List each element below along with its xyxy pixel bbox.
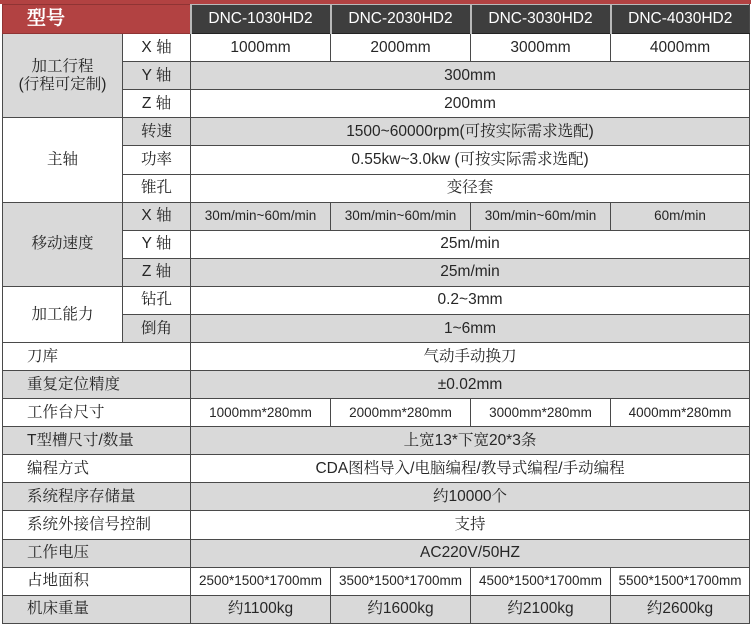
travel-x-value-4: 4000mm [611, 34, 750, 62]
travel-group-label [3, 34, 123, 118]
machine-weight-value-4: 约2600kg [611, 595, 750, 623]
spindle-group-label: 主轴 [3, 118, 123, 202]
travel-label-line2: (行程可定制) [18, 75, 107, 93]
speed-z-label: Z 轴 [123, 258, 191, 286]
travel-y-value: 300mm [191, 62, 750, 90]
capacity-chamfer-label: 倒角 [123, 314, 191, 342]
footprint-value-1: 2500*1500*1700mm [191, 567, 331, 595]
program-storage-row [3, 483, 750, 511]
travel-x-label: X 轴 [123, 34, 191, 62]
programming-row [3, 455, 750, 483]
tool-magazine-label: 刀库 [3, 342, 191, 370]
capacity-drill-value: 0.2~3mm [191, 286, 750, 314]
external-signal-label: 系统外接信号控制 [3, 511, 191, 539]
program-storage-value: 约10000个 [191, 483, 750, 511]
external-signal-value: 支持 [191, 511, 750, 539]
spec-table [2, 4, 750, 624]
travel-x-value-3: 3000mm [471, 34, 611, 62]
speed-x-value-4: 60m/min [611, 202, 750, 230]
capacity-drill-label: 钻孔 [123, 286, 191, 314]
spindle-taper-label: 锥孔 [123, 174, 191, 202]
travel-z-value: 200mm [191, 90, 750, 118]
programming-value: CDA图档导入/电脑编程/教导式编程/手动编程 [191, 455, 750, 483]
capacity-drill-row [3, 286, 750, 314]
worktable-value-1: 1000mm*280mm [191, 399, 331, 427]
spindle-taper-value: 变径套 [191, 174, 750, 202]
spindle-speed-value: 1500~60000rpm(可按实际需求选配) [191, 118, 750, 146]
speed-x-label: X 轴 [123, 202, 191, 230]
footprint-label: 占地面积 [3, 567, 191, 595]
spindle-speed-row [3, 118, 750, 146]
repeat-accuracy-row [3, 371, 750, 399]
tool-magazine-row [3, 342, 750, 370]
footprint-value-3: 4500*1500*1700mm [471, 567, 611, 595]
programming-label: 编程方式 [3, 455, 191, 483]
external-signal-row [3, 511, 750, 539]
footprint-row [3, 567, 750, 595]
capacity-group-label: 加工能力 [3, 286, 123, 342]
travel-x-value-1: 1000mm [191, 34, 331, 62]
repeat-accuracy-value: ±0.02mm [191, 371, 750, 399]
travel-x-row [3, 34, 750, 62]
t-slot-row [3, 427, 750, 455]
speed-y-label: Y 轴 [123, 230, 191, 258]
spindle-power-label: 功率 [123, 146, 191, 174]
speed-z-value: 25m/min [191, 258, 750, 286]
tool-magazine-value: 气动手动换刀 [191, 342, 750, 370]
footprint-value-4: 5500*1500*1700mm [611, 567, 750, 595]
travel-label-line1: 加工行程 [31, 57, 94, 75]
worktable-value-4: 4000mm*280mm [611, 399, 750, 427]
worktable-value-3: 3000mm*280mm [471, 399, 611, 427]
spindle-power-value: 0.55kw~3.0kw (可按实际需求选配) [191, 146, 750, 174]
machine-weight-value-3: 约2100kg [471, 595, 611, 623]
machine-weight-label: 机床重量 [3, 595, 191, 623]
speed-x-value-3: 30m/min~60m/min [471, 202, 611, 230]
machine-weight-value-2: 约1600kg [331, 595, 471, 623]
speed-x-row [3, 202, 750, 230]
t-slot-value: 上宽13*下宽20*3条 [191, 427, 750, 455]
travel-x-value-2: 2000mm [331, 34, 471, 62]
worktable-value-2: 2000mm*280mm [331, 399, 471, 427]
t-slot-label: T型槽尺寸/数量 [3, 427, 191, 455]
worktable-label: 工作台尺寸 [3, 399, 191, 427]
voltage-value: AC220V/50HZ [191, 539, 750, 567]
model-header-label: 型号 [3, 5, 191, 34]
travel-y-label: Y 轴 [123, 62, 191, 90]
spindle-speed-label: 转速 [123, 118, 191, 146]
model-name-3: DNC-3030HD2 [471, 5, 611, 34]
machine-weight-row [3, 595, 750, 623]
model-name-2: DNC-2030HD2 [331, 5, 471, 34]
speed-y-value: 25m/min [191, 230, 750, 258]
speed-x-value-1: 30m/min~60m/min [191, 202, 331, 230]
program-storage-label: 系统程序存储量 [3, 483, 191, 511]
voltage-label: 工作电压 [3, 539, 191, 567]
worktable-row [3, 399, 750, 427]
model-name-4: DNC-4030HD2 [611, 5, 750, 34]
speed-group-label: 移动速度 [3, 202, 123, 286]
machine-weight-value-1: 约1100kg [191, 595, 331, 623]
capacity-chamfer-value: 1~6mm [191, 314, 750, 342]
model-name-1: DNC-1030HD2 [191, 5, 331, 34]
voltage-row [3, 539, 750, 567]
repeat-accuracy-label: 重复定位精度 [3, 371, 191, 399]
travel-z-label: Z 轴 [123, 90, 191, 118]
footprint-value-2: 3500*1500*1700mm [331, 567, 471, 595]
speed-x-value-2: 30m/min~60m/min [331, 202, 471, 230]
table-header-row [3, 5, 750, 34]
